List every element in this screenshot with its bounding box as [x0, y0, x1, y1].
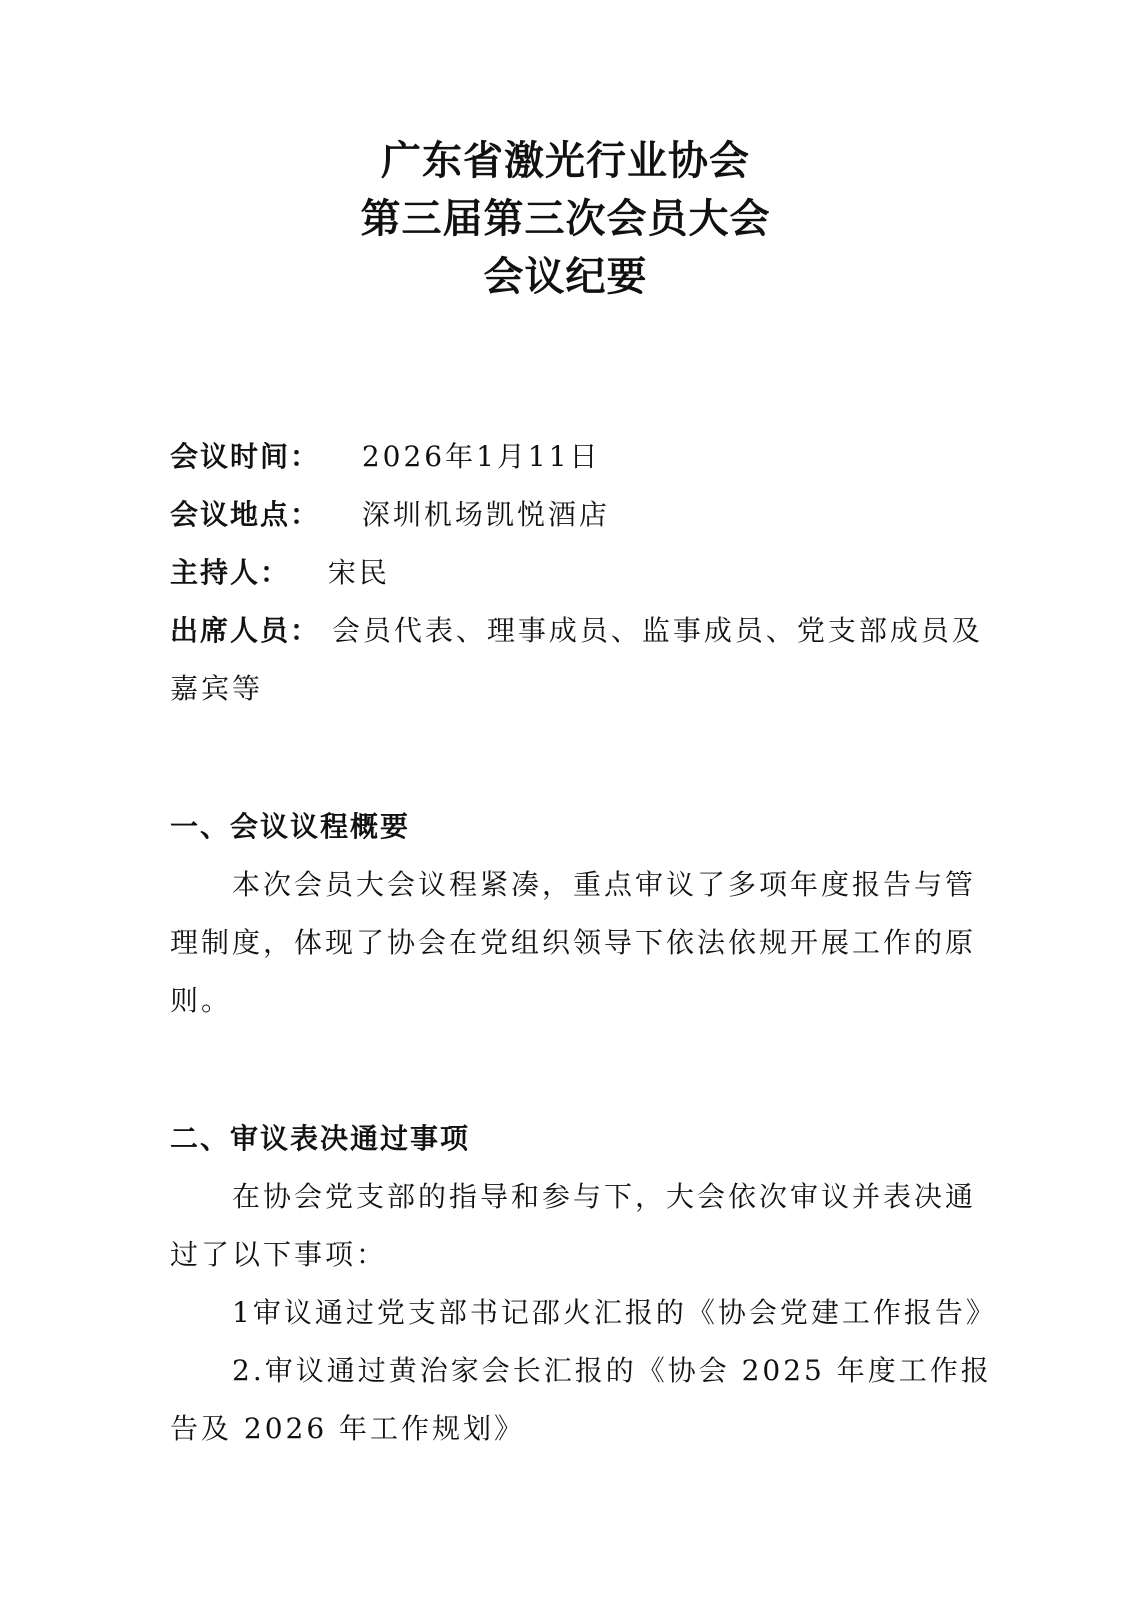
meeting-time-row — [170, 428, 946, 486]
attendees-value-line2: 嘉宾等 — [170, 672, 264, 705]
section1-para-line-2: 理制度，体现了协会在党组织领导下依法依规开展工作的原 — [170, 926, 977, 959]
spacer — [170, 1030, 946, 1110]
title-line-1: 广东省激光行业协会 — [381, 138, 750, 184]
host-value: 宋民 — [327, 556, 390, 589]
section2-intro-line-1: 在协会党支部的指导和参与下，大会依次审议并表决通 — [232, 1180, 977, 1213]
section2-item-2-line-2: 告及 2026 年工作规划》 — [170, 1412, 526, 1445]
meeting-place-value: 深圳机场凯悦酒店 — [361, 498, 610, 531]
section2-intro-line-2: 过了以下事项： — [170, 1238, 388, 1271]
meeting-time-label: 会议时间： — [170, 440, 321, 473]
title-line-3: 会议纪要 — [483, 254, 648, 300]
section2-item-2-line-1: 2.审议通过黄治家会长汇报的《协会 2025 年度工作报 — [232, 1354, 992, 1387]
host-row — [170, 544, 946, 602]
meeting-time-value: 2026年1月11日 — [361, 440, 601, 473]
section2-item-1: 1审议通过党支部书记邵火汇报的《协会党建工作报告》 — [232, 1296, 997, 1329]
attendees-value-line1: 会员代表、理事成员、监事成员、党支部成员及 — [331, 614, 983, 647]
spacer — [170, 718, 946, 798]
attendees-row — [170, 602, 983, 660]
attendees-label: 出席人员： — [170, 614, 321, 647]
attendees-continuation-row — [170, 660, 946, 718]
document-title — [0, 132, 1131, 306]
meeting-place-row — [170, 486, 946, 544]
section1-para-line-3: 则。 — [170, 984, 233, 1017]
document-body — [170, 428, 997, 1458]
section1-heading: 一、会议议程概要 — [170, 810, 411, 843]
section2-heading: 二、审议表决通过事项 — [170, 1122, 471, 1155]
title-line-2: 第三届第三次会员大会 — [360, 196, 771, 242]
meeting-place-label: 会议地点： — [170, 498, 321, 531]
section1-para-line-1: 本次会员大会议程紧凑，重点审议了多项年度报告与管 — [232, 868, 977, 901]
host-label: 主持人： — [170, 556, 291, 589]
